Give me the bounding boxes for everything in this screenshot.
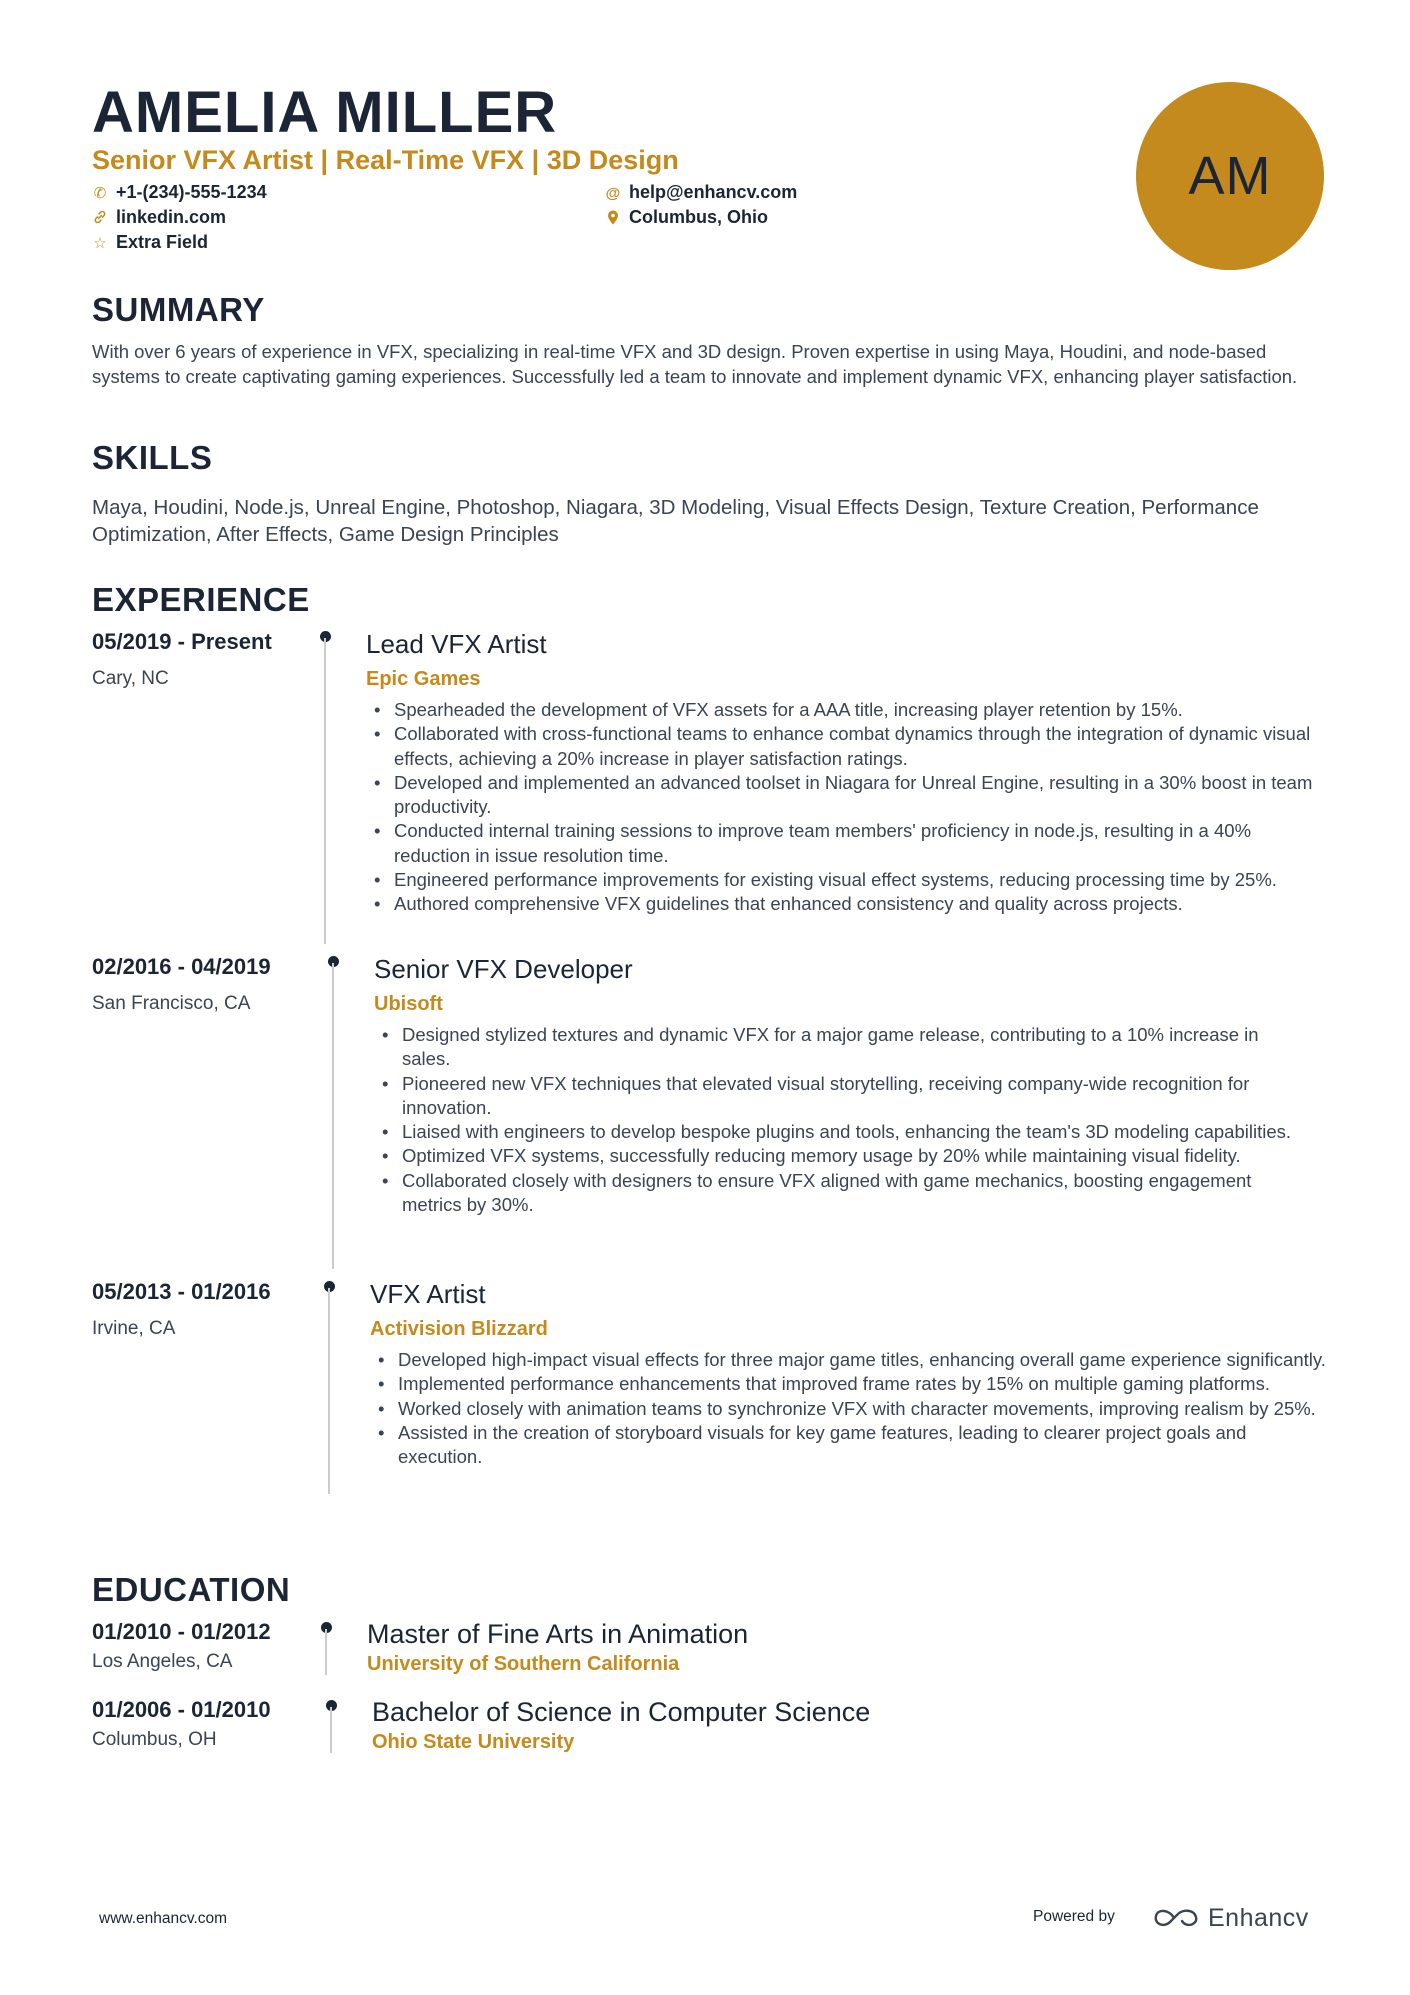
experience-location: San Francisco, CA — [92, 993, 251, 1014]
timeline-line — [330, 1707, 332, 1753]
experience-bullet: • Liaised with engineers to develop bespoke plugins and tools, enhancing the team's 3D modeling capabilities. — [374, 1120, 1294, 1144]
education-dates: 01/2010 - 01/2012 — [92, 1619, 271, 1644]
experience-bullets — [374, 1023, 1294, 1217]
candidate-title: Senior VFX Artist | Real-Time VFX | 3D Design — [92, 145, 679, 175]
brand-logo[interactable] — [1152, 1898, 1309, 1938]
at-icon: @ — [605, 185, 621, 202]
contact-location-text: Columbus, Ohio — [629, 207, 768, 227]
experience-bullet: • Spearheaded the development of VFX assets for a AAA title, increasing player retention by 15%. — [366, 698, 1326, 722]
experience-dates: 05/2013 - 01/2016 — [92, 1279, 271, 1304]
timeline-line — [324, 638, 326, 944]
experience-company: Epic Games — [366, 668, 481, 690]
education-school: University of Southern California — [367, 1653, 680, 1675]
experience-item — [0, 1278, 1410, 1578]
summary-heading: SUMMARY — [92, 291, 265, 328]
timeline-line — [325, 1629, 327, 1675]
education-item — [0, 1696, 1410, 1766]
contact-email-text: help@enhancv.com — [629, 182, 798, 202]
footer-url[interactable]: www.enhancv.com — [99, 1910, 228, 1927]
contact-linkedin[interactable] — [92, 205, 226, 231]
experience-heading: EXPERIENCE — [92, 581, 310, 618]
link-icon — [92, 206, 108, 231]
footer-powered-by: Powered by — [1033, 1908, 1115, 1925]
avatar — [1136, 82, 1324, 270]
experience-bullet: • Assisted in the creation of storyboard visuals for key game features, leading to clearer project goals and execution. — [370, 1421, 1330, 1470]
location-pin-icon — [605, 206, 621, 231]
contact-location — [605, 205, 768, 231]
timeline-dot — [321, 1622, 332, 1633]
timeline-dot — [320, 631, 331, 642]
skills-text: Maya, Houdini, Node.js, Unreal Engine, Photoshop, Niagara, 3D Modeling, Visual Effects Design, Texture Creation, Performance Optimization, After Effects, Game Design Principles — [92, 496, 1259, 546]
brand-name: Enhancv — [1208, 1903, 1309, 1932]
timeline-dot — [326, 1700, 337, 1711]
contact-linkedin-text: linkedin.com — [116, 207, 227, 227]
experience-item — [0, 953, 1410, 1273]
experience-bullet: • Engineered performance improvements for existing visual effect systems, reducing processing time by 25%. — [366, 868, 1326, 892]
contact-extra-text: Extra Field — [116, 232, 209, 252]
education-location: Columbus, OH — [92, 1729, 217, 1750]
timeline-line — [332, 963, 334, 1269]
experience-bullet: • Conducted internal training sessions to improve team members' proficiency in node.js, resulting in a 40% reduction in issue resolution time. — [366, 819, 1326, 868]
experience-bullet: • Developed high-impact visual effects for three major game titles, enhancing overall game experience significantly. — [370, 1348, 1330, 1372]
experience-bullet: • Authored comprehensive VFX guidelines that enhanced consistency and quality across projects. — [366, 892, 1326, 916]
enhancv-logo-icon — [1152, 1905, 1202, 1931]
contact-email[interactable] — [605, 180, 797, 206]
education-degree: Master of Fine Arts in Animation — [367, 1619, 749, 1649]
education-degree: Bachelor of Science in Computer Science — [372, 1697, 871, 1727]
skills-heading: SKILLS — [92, 439, 213, 476]
experience-dates: 02/2016 - 04/2019 — [92, 954, 271, 979]
star-icon: ☆ — [93, 235, 107, 252]
contact-phone[interactable] — [92, 180, 267, 206]
experience-bullet: • Developed and implemented an advanced toolset in Niagara for Unreal Engine, resulting in a 30% boost in team productivity. — [366, 771, 1326, 820]
experience-bullet: • Collaborated with cross-functional teams to enhance combat dynamics through the integration of dynamic visual effects, achieving a 20% increase in player satisfaction ratings. — [366, 722, 1326, 771]
experience-bullet: • Worked closely with animation teams to synchronize VFX with character movements, improving realism by 25%. — [370, 1397, 1330, 1421]
contact-phone-text: +1-(234)-555-1234 — [116, 182, 267, 202]
summary-text: With over 6 years of experience in VFX, specializing in real-time VFX and 3D design. Proven expertise in using Maya, Houdini, and node-based systems to create captivating gaming experiences. Successfully led a team to innovate and implement dynamic VFX, enhancing player satisfaction. — [92, 341, 1298, 387]
candidate-name: AMELIA MILLER — [92, 80, 558, 145]
experience-company: Activision Blizzard — [370, 1318, 548, 1340]
experience-dates: 05/2019 - Present — [92, 629, 272, 654]
experience-role: VFX Artist — [370, 1279, 486, 1309]
experience-company: Ubisoft — [374, 993, 443, 1015]
education-dates: 01/2006 - 01/2010 — [92, 1697, 271, 1722]
contact-extra — [92, 230, 208, 256]
education-heading: EDUCATION — [92, 1571, 291, 1608]
experience-location: Irvine, CA — [92, 1318, 176, 1339]
timeline-dot — [328, 956, 339, 967]
contact-list — [92, 180, 852, 260]
experience-bullet: • Designed stylized textures and dynamic VFX for a major game release, contributing to a 10% increase in sales. — [374, 1023, 1294, 1072]
experience-bullet: • Implemented performance enhancements that improved frame rates by 15% on multiple gaming platforms. — [370, 1372, 1330, 1396]
experience-item — [0, 628, 1410, 948]
phone-icon: ✆ — [93, 185, 107, 202]
avatar-initials: AM — [1188, 146, 1272, 206]
timeline-dot — [324, 1281, 335, 1292]
experience-bullet: • Collaborated closely with designers to ensure VFX aligned with game mechanics, boosting engagement metrics by 30%. — [374, 1169, 1294, 1218]
education-item — [0, 1618, 1410, 1688]
experience-bullets — [370, 1348, 1330, 1469]
experience-location: Cary, NC — [92, 668, 169, 689]
education-school: Ohio State University — [372, 1731, 575, 1753]
experience-bullets — [366, 698, 1326, 917]
education-location: Los Angeles, CA — [92, 1651, 233, 1672]
experience-role: Lead VFX Artist — [366, 629, 547, 659]
experience-bullet: • Pioneered new VFX techniques that elevated visual storytelling, receiving company-wide recognition for innovation. — [374, 1072, 1294, 1121]
timeline-line — [328, 1288, 330, 1494]
experience-bullet: • Optimized VFX systems, successfully reducing memory usage by 20% while maintaining visual fidelity. — [374, 1144, 1294, 1168]
experience-role: Senior VFX Developer — [374, 954, 633, 984]
